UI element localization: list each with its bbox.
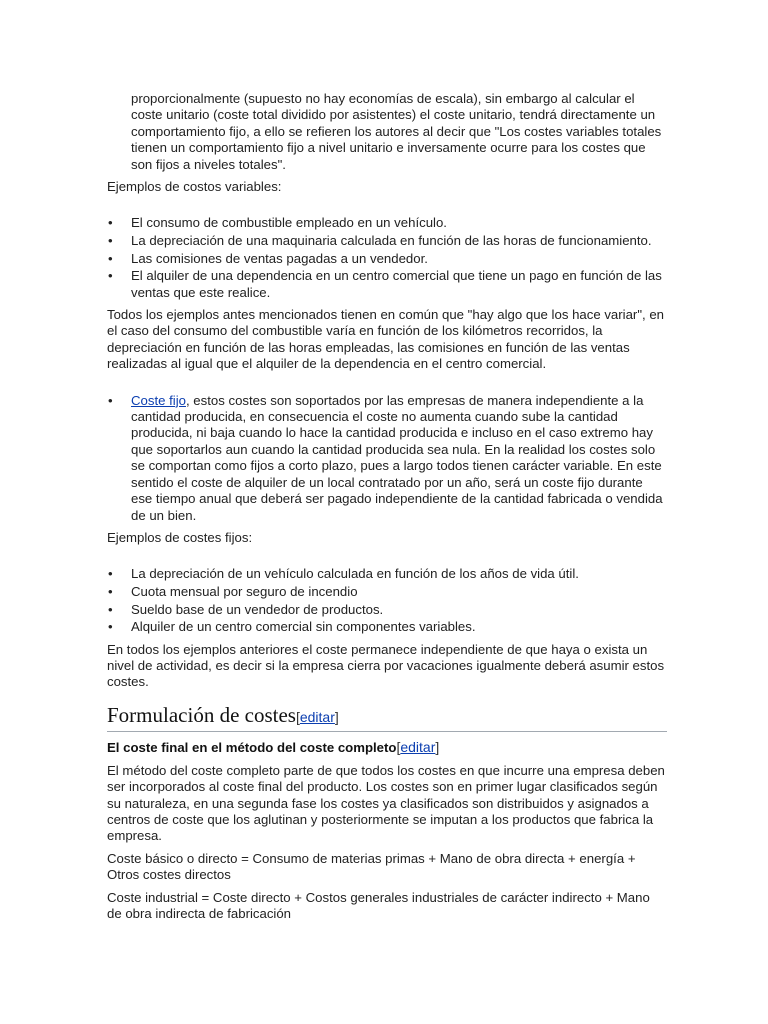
formula-industrial: Coste industrial = Coste directo + Costos generales industriales de carácter indirecto + Mano de obra indirecta de fabricación [107, 889, 650, 921]
section-edit-link[interactable]: editar [299, 708, 335, 725]
list-item: • La depreciación de un vehículo calculada en función de los años de vida útil. [108, 566, 579, 582]
subsection-edit: [editar] [396, 738, 440, 755]
bullet-icon: • [108, 619, 113, 635]
list-item: • Cuota mensual por seguro de incendio [108, 583, 358, 599]
fixed-cost-list [107, 393, 667, 524]
list-item: • Sueldo base de un vendedor de productos. [108, 601, 384, 617]
bullet-icon: • [108, 250, 113, 266]
section-heading [107, 703, 667, 732]
fixed-cost-text: , estos costes son soportados por las empresas de manera independiente a la cantidad producida, en consecuencia el coste no aumenta cuando sube la cantidad producida, ni baja cuando lo hace la cantidad producida e incluso en el caso extremo hay que soportarlos aun cuando la cantidad producida sea nula. En la realidad los costes solo se comportan como fijos a corto plazo, pues a largo todos tienen carácter variable. En este sentido el coste de alquiler de un local contratado por un año, será un coste fijo durante ese tiempo anual que deberá ser pagado independiente de la cantidad fabricada o vendida de un bien. [131, 392, 663, 523]
bullet-icon: • [108, 583, 113, 599]
fixed-cost-item [107, 393, 667, 524]
list-item: • El alquiler de una dependencia en un centro comercial que tiene un pago en función de las ventas que este realice. [108, 268, 662, 300]
list-item: • La depreciación de una maquinaria calculada en función de las horas de funcionamiento. [108, 233, 652, 249]
list-item: • El consumo de combustible empleado en un vehículo. [108, 215, 447, 231]
fixed-summary: En todos los ejemplos anteriores el coste permanece independiente de que haya o exista un nivel de actividad, es decir si la empresa cierra por vacaciones igualmente deberá asumir estos costes. [107, 641, 665, 690]
bullet-icon: • [108, 566, 113, 582]
bullet-icon: • [108, 233, 113, 249]
formula-basic: Coste básico o directo = Consumo de materias primas + Mano de obra directa + energía + Otros costes directos [107, 850, 636, 883]
subsection-title: El coste final en el método del coste completo [107, 739, 397, 755]
fixed-examples-list [107, 566, 667, 635]
bullet-icon: • [108, 601, 113, 617]
fixed-examples-heading: Ejemplos de costes fijos: [107, 529, 253, 545]
section-edit: [editar] [295, 708, 339, 725]
bullet-icon: • [108, 392, 113, 408]
bullet-icon: • [108, 268, 113, 284]
fixed-cost-link[interactable]: Coste fijo [131, 392, 186, 408]
full-cost-paragraph: El método del coste completo parte de que todos los costes en que incurre una empresa deben ser incorporados al coste final del producto. Los costes son en primer lugar clasificados según su naturaleza, en una segunda fase los costes ya clasificados son distribuidos y asignados a centros de coste que los aglutinan y posteriormente se imputan a los productos que fabrica la empresa. [107, 762, 665, 844]
subsection-edit-link[interactable]: editar [400, 738, 436, 755]
variable-examples-list [107, 215, 667, 301]
intro-continuation: proporcionalmente (supuesto no hay economías de escala), sin embargo al calcular el coste unitario (coste total dividido por asistentes) el coste unitario, tendrá directamente un comportamiento fijo, a ello se refieren los autores al decir que "Los costes variables totales tienen un comportamiento fijo a nivel unitario e inversamente ocurre para los costes que son fijos a niveles totales". [131, 91, 662, 172]
variable-summary: Todos los ejemplos antes mencionados tienen en común que "hay algo que los hace variar", en el caso del consumo del combustible varía en función de los kilómetros recorridos, la depreciación en función de las horas empleadas, las comisiones en función de las ventas realizadas al igual que el alquiler de la dependencia en el centro comercial. [107, 307, 664, 372]
bullet-icon: • [108, 215, 113, 231]
article-body [107, 91, 667, 928]
list-item: • Alquiler de un centro comercial sin componentes variables. [108, 619, 476, 635]
list-item: • Las comisiones de ventas pagadas a un vendedor. [108, 250, 428, 266]
variable-examples-heading: Ejemplos de costos variables: [107, 179, 282, 195]
section-title: Formulación de costes [107, 702, 296, 727]
subsection-heading [107, 738, 667, 757]
